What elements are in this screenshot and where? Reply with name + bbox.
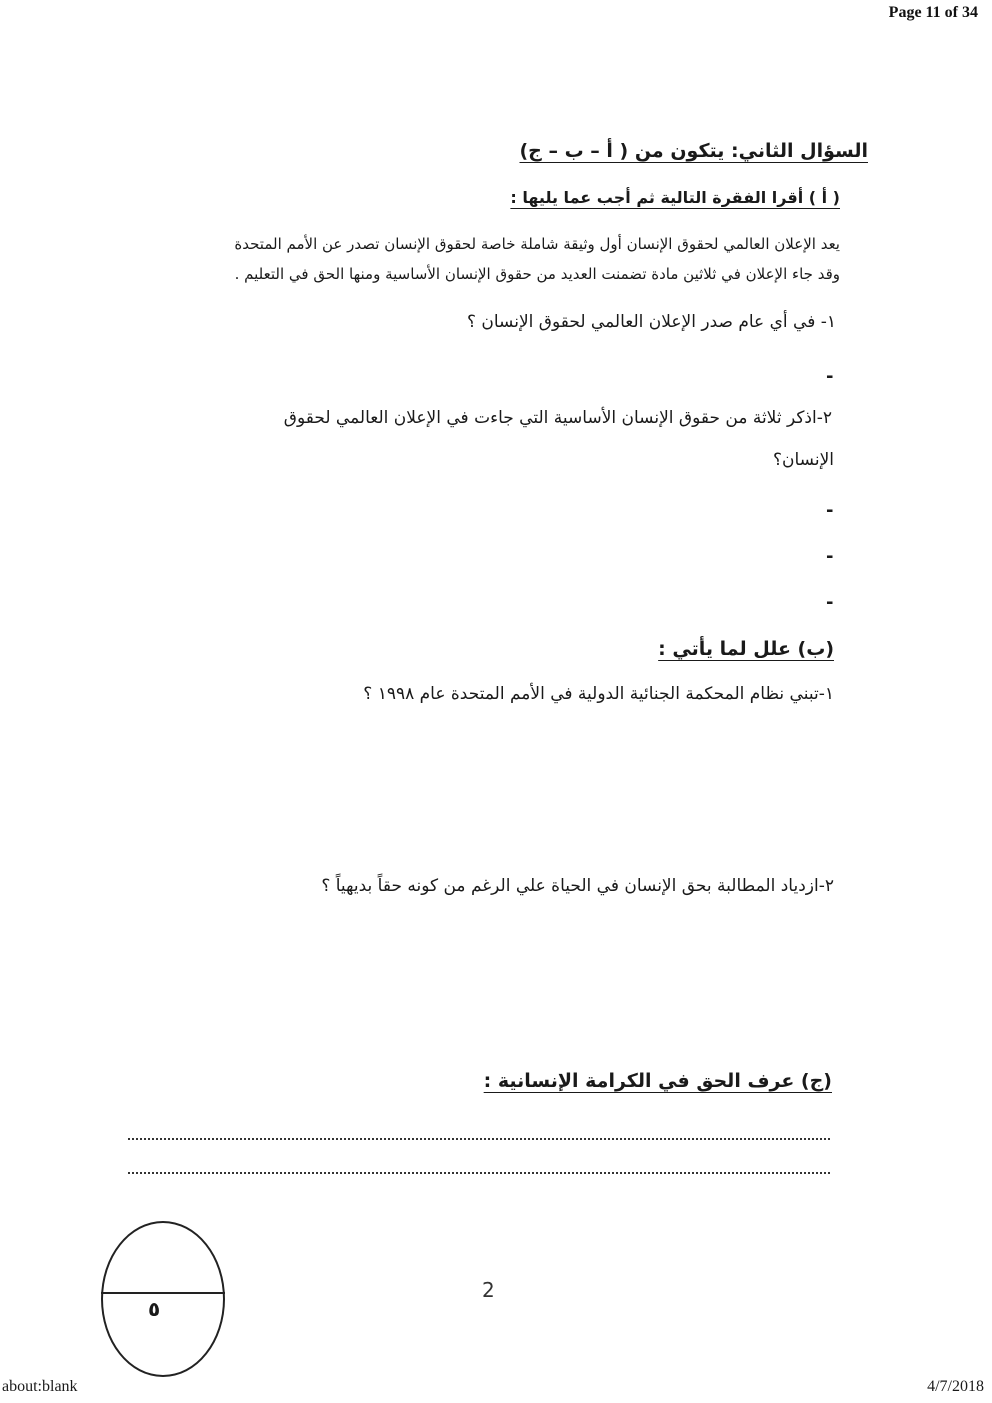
part-c-title: (ج) عرف الحق في الكرامة الإنسانية : <box>483 1070 832 1092</box>
grade-divider-line <box>101 1292 225 1294</box>
part-a-question-1: ١- في أي عام صدر الإعلان العالمي لحقوق الإنسان ؟ <box>466 312 836 332</box>
answer-dash-4: - <box>826 592 834 613</box>
question-two-title: السؤال الثاني: يتكون من ( أ – ب – ج) <box>519 140 868 162</box>
grade-circle <box>101 1221 225 1377</box>
answer-dotted-line-1 <box>128 1138 830 1140</box>
part-b-question-2: ٢-ازدياد المطالبة بحق الإنسان في الحياة علي الرغم من كونه حقاً بديهياً ؟ <box>321 876 834 896</box>
part-a-title: ( أ ) أقرا الفقرة التالية ثم أجب عما يليها : <box>510 188 840 207</box>
part-b-question-1: ١-تبني نظام المحكمة الجنائية الدولية في الأمم المتحدة عام ١٩٩٨ ؟ <box>363 684 834 704</box>
answer-dash-1: - <box>826 366 834 387</box>
page-indicator: Page 11 of 34 <box>888 4 978 21</box>
grade-mark: ٥ <box>148 1297 161 1321</box>
part-b-title: (ب) علل لما يأتي : <box>658 638 834 660</box>
part-a-question-2-line-2: الإنسان؟ <box>772 450 834 470</box>
paragraph-line-1: يعد الإعلان العالمي لحقوق الإنسان أول وثيقة شاملة خاصة لحقوق الإنسان تصدر عن الأمم المتحدة <box>234 235 840 253</box>
footer-url: about:blank <box>2 1378 78 1395</box>
footer-date: 4/7/2018 <box>927 1378 984 1395</box>
answer-dotted-line-2 <box>128 1172 830 1174</box>
page-number: 2 <box>482 1278 495 1302</box>
paragraph-line-2: وقد جاء الإعلان في ثلاثين مادة تضمنت العديد من حقوق الإنسان الأساسية ومنها الحق في التعليم . <box>234 265 840 283</box>
part-a-question-2-line-1: ٢-اذكر ثلاثة من حقوق الإنسان الأساسية التي جاءت في الإعلان العالمي لحقوق <box>283 408 832 428</box>
answer-dash-2: - <box>826 500 834 521</box>
answer-dash-3: - <box>826 546 834 567</box>
